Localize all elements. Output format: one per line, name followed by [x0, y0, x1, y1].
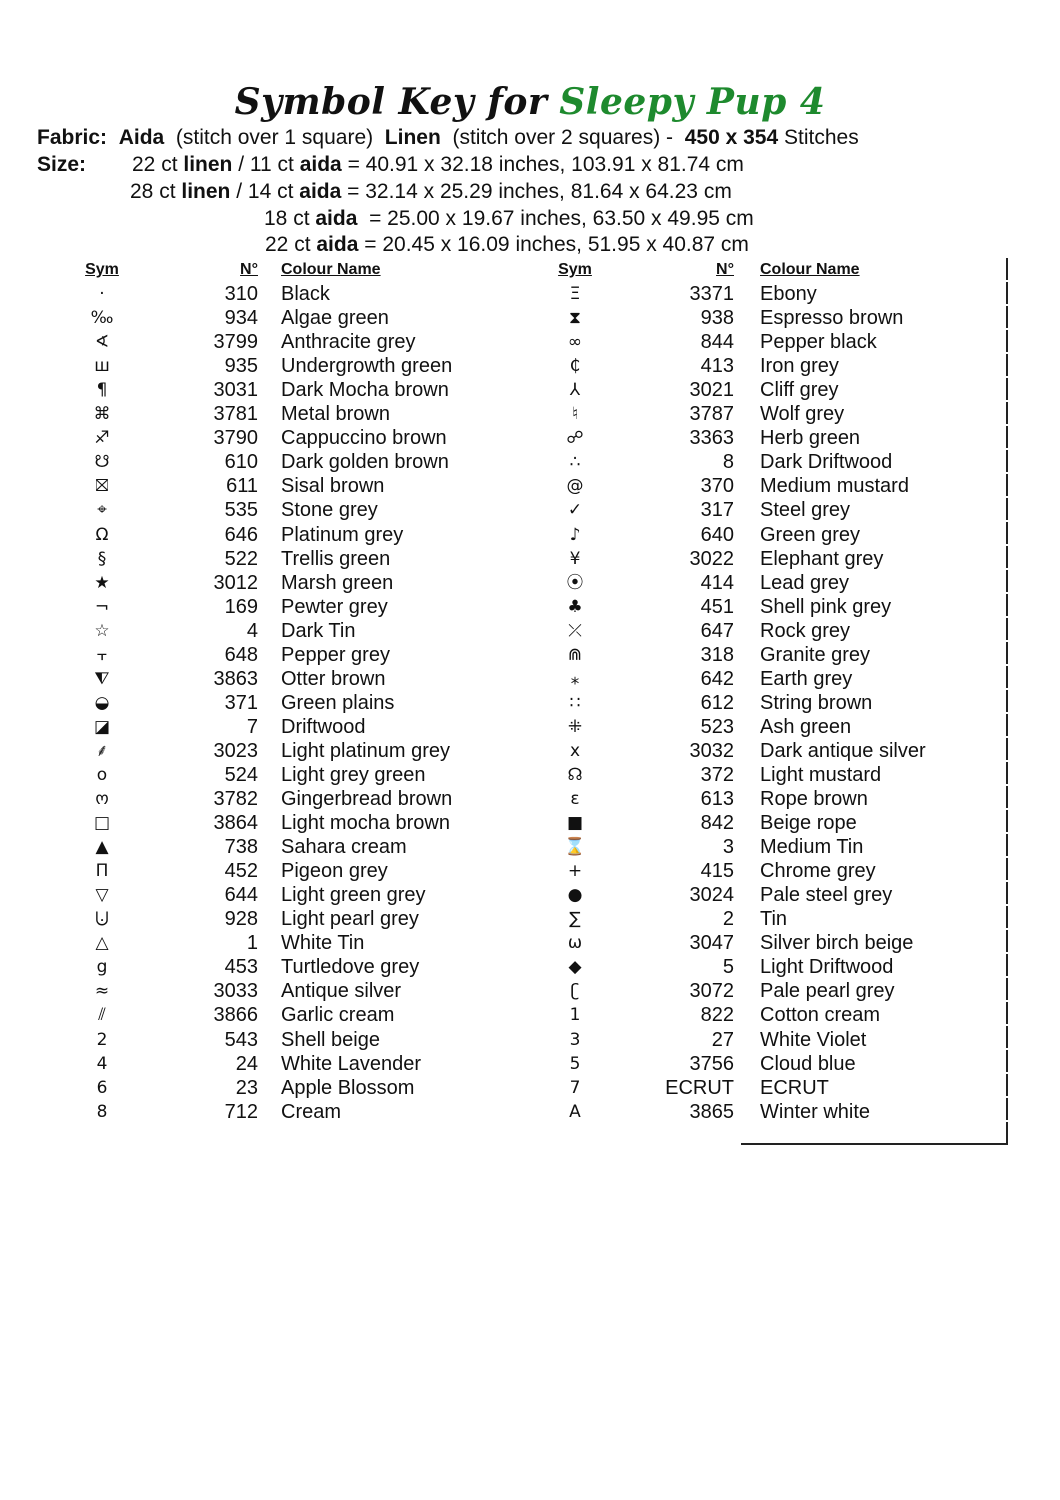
floss-number: 5	[722, 956, 734, 979]
colour-name: Black	[281, 283, 330, 306]
colour-name: Green grey	[760, 523, 861, 546]
symbol-glyph: ⫟	[96, 644, 108, 665]
colour-name: Dark Tin	[281, 619, 356, 642]
stitch-count: 450 x 354	[684, 126, 779, 149]
symbol-glyph: ≈	[94, 981, 110, 1002]
symbol-glyph: ⨃	[95, 909, 109, 930]
symbol-glyph: ⋒	[567, 644, 583, 665]
colour-name: Antique silver	[281, 980, 402, 1003]
floss-number: 415	[700, 860, 734, 883]
colour-name: ECRUT	[760, 1076, 829, 1099]
page-title	[0, 78, 1060, 126]
colour-name: Stone grey	[281, 499, 378, 522]
colour-name: Beige rope	[760, 812, 857, 835]
symbol-glyph: Ξ	[569, 284, 581, 305]
floss-number: 640	[700, 523, 734, 546]
floss-number: 318	[700, 643, 734, 666]
floss-number: 644	[224, 884, 258, 907]
colour-name: Light platinum grey	[281, 739, 450, 762]
size-fabric: aida	[299, 153, 342, 176]
size-text: 22 ct	[265, 233, 317, 256]
fabric-label: Fabric:	[37, 126, 108, 149]
colour-name: Dark Driftwood	[760, 451, 893, 474]
colour-name: Elephant grey	[760, 547, 884, 570]
size-text: 22 ct	[132, 153, 184, 176]
floss-number: 169	[224, 595, 258, 618]
floss-number: 317	[700, 499, 734, 522]
symbol-glyph: ♐	[94, 428, 110, 449]
colour-name: Dark Mocha brown	[281, 379, 449, 402]
floss-number: 522	[224, 547, 258, 570]
symbol-glyph: ⫽	[98, 1005, 106, 1026]
floss-number: 3024	[689, 884, 734, 907]
size-row	[264, 206, 754, 232]
symbol-glyph: ₵	[569, 356, 581, 377]
floss-number: 3363	[689, 427, 734, 450]
colour-name: Sisal brown	[281, 475, 385, 498]
symbol-glyph: ∷	[569, 692, 581, 713]
floss-number: 647	[700, 619, 734, 642]
symbol-glyph: A	[569, 1101, 581, 1122]
symbol-glyph: ♪	[569, 524, 581, 545]
colour-name: Pepper black	[760, 331, 877, 354]
pattern-name: Sleepy Pup 4	[559, 81, 826, 123]
fabric-line	[37, 125, 859, 151]
colour-name: Turtledove grey	[281, 956, 420, 979]
colour-name: Espresso brown	[760, 307, 904, 330]
size-label-line	[37, 152, 86, 178]
colour-name: Silver birch beige	[760, 932, 914, 955]
symbol-glyph: Ω	[95, 524, 109, 545]
floss-number: 646	[224, 523, 258, 546]
size-fabric: linen	[181, 180, 231, 203]
colour-name: Cloud blue	[760, 1052, 856, 1075]
floss-number: 372	[700, 763, 734, 786]
symbol-glyph: ⤫	[568, 620, 582, 641]
fabric-aida-note: (stitch over 1 square)	[175, 126, 374, 149]
symbol-glyph: ო	[95, 789, 109, 810]
colour-name: Cotton cream	[760, 1004, 881, 1027]
symbol-glyph: ¶	[96, 380, 108, 401]
symbol-glyph: ⛝	[95, 476, 109, 497]
floss-number: 3781	[213, 403, 258, 426]
floss-number: 934	[224, 307, 258, 330]
symbol-glyph: ☊	[567, 764, 583, 785]
symbol-glyph: ⅄	[569, 380, 581, 401]
symbol-glyph: ◆	[568, 957, 582, 978]
colour-name: Garlic cream	[281, 1004, 395, 1027]
table-right-border	[1006, 258, 1008, 1144]
colour-name: Lead grey	[760, 571, 849, 594]
symbol-glyph: 6	[96, 1077, 108, 1098]
size-dimensions: = 20.45 x 16.09 inches, 51.95 x 40.87 cm	[358, 233, 749, 256]
floss-number: 3371	[689, 283, 734, 306]
symbol-glyph: ∑	[569, 909, 581, 930]
size-text: / 14 ct	[230, 180, 300, 203]
symbol-glyph: 8	[96, 1101, 108, 1122]
symbol-glyph: g	[96, 957, 108, 978]
size-text: 28 ct	[130, 180, 182, 203]
colour-name: Driftwood	[281, 715, 366, 738]
symbol-glyph: x	[569, 740, 581, 761]
floss-number: ECRUT	[665, 1076, 734, 1099]
colour-name: White Tin	[281, 932, 365, 955]
colour-name: Apple Blossom	[281, 1076, 415, 1099]
floss-number: 3021	[689, 379, 734, 402]
floss-number: 3790	[213, 427, 258, 450]
fabric-linen-note: (stitch over 2 squares) -	[452, 126, 674, 149]
colour-name: Pewter grey	[281, 595, 388, 618]
symbol-glyph: ■	[566, 813, 584, 834]
symbol-glyph: △	[95, 933, 109, 954]
colour-name: Light mustard	[760, 763, 882, 786]
symbol-glyph: ⦿	[566, 572, 584, 593]
colour-name: Trellis green	[281, 547, 391, 570]
colour-name: Shell pink grey	[760, 595, 892, 618]
colour-name: String brown	[760, 691, 873, 714]
floss-number: 3866	[213, 1004, 258, 1027]
symbol-glyph: ¬	[94, 596, 110, 617]
floss-number: 451	[700, 595, 734, 618]
colour-name: Light Driftwood	[760, 956, 894, 979]
floss-number: 370	[700, 475, 734, 498]
colour-name: Herb green	[760, 427, 861, 450]
symbol-glyph: ɛ	[570, 789, 580, 810]
colour-name: Light green grey	[281, 884, 426, 907]
symbol-glyph: o	[96, 764, 108, 785]
size-fabric: aida	[315, 207, 358, 230]
floss-number: 3863	[213, 667, 258, 690]
symbol-glyph: ‰	[90, 308, 114, 329]
floss-number: 610	[224, 451, 258, 474]
floss-number: 3864	[213, 812, 258, 835]
colour-name: Medium mustard	[760, 475, 909, 498]
floss-number: 543	[224, 1028, 258, 1051]
floss-number: 938	[700, 307, 734, 330]
symbol-glyph: ω	[567, 933, 583, 954]
header-number: N°	[240, 261, 258, 278]
colour-name: Platinum grey	[281, 523, 404, 546]
colour-name: Pigeon grey	[281, 860, 388, 883]
symbol-glyph: ⧗	[569, 308, 581, 329]
colour-name: Gingerbread brown	[281, 788, 453, 811]
colour-name: Green plains	[281, 691, 395, 714]
size-dimensions: = 32.14 x 25.29 inches, 81.64 x 64.23 cm	[341, 180, 732, 203]
colour-name: Tin	[760, 908, 788, 931]
symbol-glyph: ∞	[567, 332, 583, 353]
symbol-glyph: ▽	[95, 885, 109, 906]
symbol-glyph: ¥	[569, 548, 581, 569]
floss-number: 413	[700, 355, 734, 378]
floss-number: 3072	[689, 980, 734, 1003]
colour-name: Winter white	[760, 1100, 871, 1123]
fabric-linen: Linen	[384, 126, 441, 149]
symbol-glyph: ⌛	[564, 837, 586, 858]
size-fabric: aida	[316, 233, 359, 256]
floss-number: 524	[224, 763, 258, 786]
size-dimensions: = 40.91 x 32.18 inches, 103.91 x 81.74 cm	[341, 153, 744, 176]
floss-number: 822	[700, 1004, 734, 1027]
colour-name: Dark antique silver	[760, 739, 926, 762]
size-label: Size:	[37, 153, 87, 176]
floss-number: 928	[224, 908, 258, 931]
size-dimensions: = 25.00 x 19.67 inches, 63.50 x 49.95 cm	[357, 207, 754, 230]
size-text: / 11 ct	[232, 153, 300, 176]
colour-name: Medium Tin	[760, 836, 864, 859]
floss-number: 3782	[213, 788, 258, 811]
colour-name: White Lavender	[281, 1052, 422, 1075]
floss-number: 3756	[689, 1052, 734, 1075]
symbol-glyph: ∢	[94, 332, 110, 353]
floss-number: 3799	[213, 331, 258, 354]
colour-name: White Violet	[760, 1028, 867, 1051]
size-row	[130, 179, 732, 205]
symbol-glyph: ∴	[569, 452, 581, 473]
symbol-glyph: ⌖	[97, 500, 107, 521]
symbol-glyph: ◒	[94, 692, 110, 713]
size-fabric: linen	[183, 153, 233, 176]
size-row	[132, 152, 744, 178]
colour-name: Marsh green	[281, 571, 394, 594]
colour-name: Cliff grey	[760, 379, 839, 402]
size-text: 18 ct	[264, 207, 316, 230]
floss-number: 8	[722, 451, 734, 474]
colour-name: Undergrowth green	[281, 355, 453, 378]
colour-name: Metal brown	[281, 403, 390, 426]
symbol-glyph: ⸙	[95, 740, 109, 761]
symbol-glyph: §	[97, 548, 107, 569]
symbol-glyph: ⌘	[93, 404, 111, 425]
floss-number: 310	[224, 283, 258, 306]
floss-number: 2	[722, 908, 734, 931]
colour-name: Shell beige	[281, 1028, 380, 1051]
symbol-glyph: ▲	[95, 837, 109, 858]
symbol-glyph: ·	[99, 284, 105, 305]
symbol-glyph: 1	[569, 1005, 581, 1026]
colour-name: Rope brown	[760, 788, 868, 811]
stitches-label: Stitches	[784, 126, 859, 149]
colour-name: Light pearl grey	[281, 908, 419, 931]
symbol-glyph: ♣	[567, 596, 583, 617]
colour-name: Light mocha brown	[281, 812, 450, 835]
floss-number: 24	[235, 1052, 258, 1075]
header-colour-name: Colour Name	[281, 261, 381, 278]
colour-name: Wolf grey	[760, 403, 845, 426]
symbol-glyph: ⁎	[570, 668, 580, 689]
colour-name: Anthracite grey	[281, 331, 416, 354]
floss-number: 414	[700, 571, 734, 594]
floss-number: 452	[224, 860, 258, 883]
colour-name: Pale pearl grey	[760, 980, 895, 1003]
floss-number: 648	[224, 643, 258, 666]
floss-number: 3031	[213, 379, 258, 402]
floss-number: 371	[224, 691, 258, 714]
header-sym: Sym	[558, 261, 592, 278]
size-row	[265, 232, 749, 258]
floss-number: 23	[235, 1076, 258, 1099]
colour-name: Iron grey	[760, 355, 839, 378]
colour-name: Steel grey	[760, 499, 851, 522]
symbol-glyph: ♮	[571, 404, 579, 425]
floss-number: 3023	[213, 739, 258, 762]
colour-name: Ebony	[760, 283, 817, 306]
floss-number: 613	[700, 788, 734, 811]
symbol-glyph: ◪	[93, 716, 111, 737]
symbol-glyph: ☍	[566, 428, 584, 449]
floss-number: 3	[722, 836, 734, 859]
floss-number: 612	[700, 691, 734, 714]
size-fabric: aida	[299, 180, 342, 203]
colour-name: Cream	[281, 1100, 342, 1123]
floss-number: 3033	[213, 980, 258, 1003]
floss-number: 1	[246, 932, 258, 955]
header-number: N°	[716, 261, 734, 278]
floss-number: 3032	[689, 739, 734, 762]
floss-number: 4	[246, 619, 258, 642]
colour-name: Dark golden brown	[281, 451, 449, 474]
header-sym: Sym	[85, 261, 119, 278]
symbol-glyph: Π	[95, 861, 109, 882]
symbol-glyph: @	[566, 476, 584, 497]
floss-number: 935	[224, 355, 258, 378]
floss-number: 712	[224, 1100, 258, 1123]
floss-number: 738	[224, 836, 258, 859]
floss-number: 453	[224, 956, 258, 979]
colour-name: Chrome grey	[760, 860, 876, 883]
fabric-aida: Aida	[118, 126, 165, 149]
symbol-glyph: ⧨	[94, 668, 110, 689]
symbol-glyph: ★	[94, 572, 110, 593]
floss-number: 7	[246, 715, 258, 738]
colour-name: Rock grey	[760, 619, 851, 642]
floss-number: 3022	[689, 547, 734, 570]
colour-name: Pepper grey	[281, 643, 390, 666]
colour-name: Sahara cream	[281, 836, 407, 859]
floss-number: 3047	[689, 932, 734, 955]
floss-number: 611	[226, 475, 258, 498]
colour-name: Ash green	[760, 715, 852, 738]
symbol-glyph: ш	[94, 356, 110, 377]
title-main: Symbol Key for	[234, 81, 548, 123]
symbol-glyph: □	[93, 813, 111, 834]
floss-number: 3865	[689, 1100, 734, 1123]
symbol-glyph: 3	[569, 1029, 581, 1050]
symbol-glyph: ʗ	[570, 981, 580, 1002]
symbol-glyph: 7	[569, 1077, 581, 1098]
symbol-glyph: +	[567, 861, 583, 882]
colour-name: Light grey green	[281, 763, 426, 786]
floss-number: 844	[700, 331, 734, 354]
floss-number: 27	[711, 1028, 734, 1051]
floss-number: 535	[224, 499, 258, 522]
table-bottom-border	[741, 1143, 1008, 1145]
colour-name: Algae green	[281, 307, 389, 330]
symbol-glyph: ⁜	[567, 716, 583, 737]
colour-name: Cappuccino brown	[281, 427, 447, 450]
floss-number: 3787	[689, 403, 734, 426]
floss-number: 642	[700, 667, 734, 690]
floss-number: 842	[700, 812, 734, 835]
floss-number: 3012	[213, 571, 258, 594]
colour-name: Pale steel grey	[760, 884, 893, 907]
symbol-glyph: ✓	[567, 500, 583, 521]
symbol-glyph: 5	[569, 1053, 581, 1074]
floss-number: 523	[700, 715, 734, 738]
symbol-glyph: ●	[567, 885, 583, 906]
symbol-glyph: 2	[96, 1029, 108, 1050]
symbol-glyph: ☆	[94, 620, 110, 641]
colour-name: Earth grey	[760, 667, 853, 690]
symbol-glyph: ☋	[94, 452, 110, 473]
symbol-glyph: 4	[96, 1053, 108, 1074]
colour-name: Granite grey	[760, 643, 871, 666]
header-colour-name: Colour Name	[760, 261, 860, 278]
colour-name: Otter brown	[281, 667, 386, 690]
